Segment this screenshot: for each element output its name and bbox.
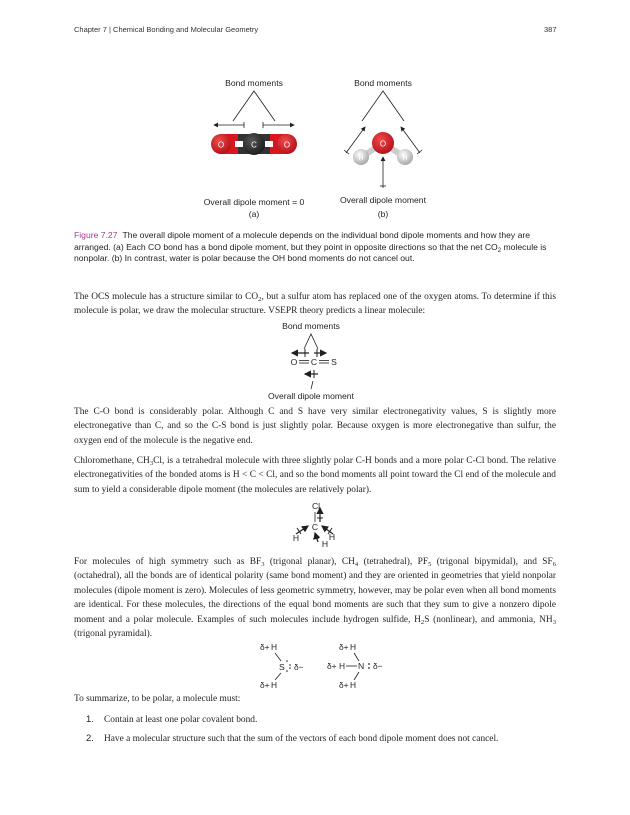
list-number: 1. <box>86 713 94 724</box>
chloromethane-diagram <box>0 496 630 552</box>
bond-moments-label: Bond moments <box>282 321 340 331</box>
page-number: 387 <box>544 25 557 34</box>
delta-plus-label: δ+ <box>339 680 349 690</box>
text: , but a sulfur atom has replaced one of the oxygen atoms. To determine if this molecule is polar, we draw the molecular structure. VSEPR theory predicts a linear molecule: <box>74 292 557 317</box>
nh3-diagram <box>327 642 383 690</box>
atom-label-o: O <box>379 139 387 149</box>
atom-label-o: O <box>217 140 225 150</box>
list-text: Have a molecular structure such that the sum of the vectors of each bond dipole moment does not cancel. <box>104 734 499 744</box>
paragraph-symmetry <box>74 555 556 641</box>
atom-label-c: C <box>251 140 257 150</box>
overall-dipole-label-a: Overall dipole moment = 0 <box>203 197 305 207</box>
text: (tetrahedral), PF <box>358 557 429 567</box>
subscript: 4 <box>354 561 359 568</box>
text: (octahedral), all the bonds are of identical polarity (same bond moment) and they are oriented in geometries that yield nonpolar molecules (dipole moment is zero). Molecules of less geometric symmetry, however, may be polar even when all bond moments are identical. For these molecules, the directions of the equal bond moments are such that they sum to give a nonzero dipole moment and a polar molecule. Examples of such molecules include hydrogen sulfide, H <box>74 571 556 625</box>
subscript: 3 <box>149 460 154 467</box>
atom-label-h: H <box>339 661 346 671</box>
subscript: 3 <box>261 561 265 568</box>
atom-label-n: N <box>358 661 365 671</box>
atom-label-h: H <box>358 155 364 162</box>
list-number: 2. <box>86 732 94 743</box>
panel-letter-a: (a) <box>248 209 260 219</box>
atom-label-c: C <box>310 357 318 367</box>
paragraph-co-bond: The C-O bond is considerably polar. Although C and S have very similar electronegativity values, S is slightly more electronegative than C, and so the C-S bond is just slightly polar. Because oxygen is more electronegative than sulfur, the oxygen end of the molecule is the negative end. <box>74 407 556 446</box>
h2s-diagram <box>260 642 304 690</box>
panel-letter-b: (b) <box>377 209 389 219</box>
delta-minus-label: δ− <box>373 661 383 671</box>
figure-label: Figure 7.27 <box>74 230 118 240</box>
delta-plus-label: δ+ <box>260 642 270 652</box>
atom-label-h: H <box>350 642 357 652</box>
ocs-diagram <box>0 318 630 408</box>
atom-label-cl: Cl <box>311 501 321 511</box>
text: (trigonal planar), CH <box>264 557 355 567</box>
delta-minus-label: δ− <box>294 662 304 672</box>
text: Chloromethane, CH <box>74 456 150 466</box>
paragraph-summary: To summarize, to be polar, a molecule must: <box>74 694 241 704</box>
atom-label-s: S <box>279 662 285 672</box>
overall-dipole-label-b: Overall dipole moment <box>340 195 426 205</box>
subscript: 2 <box>258 296 262 303</box>
atom-label-h: H <box>271 680 278 690</box>
subscript: 2 <box>497 247 502 254</box>
subscript: 6 <box>552 561 557 568</box>
atom-label-o: O <box>290 357 298 367</box>
text: The OCS molecule has a structure similar to CO <box>74 292 259 302</box>
delta-plus-label: δ+ <box>327 661 337 671</box>
ch-dipole-arrow-bottom <box>315 533 318 542</box>
bond-moments-pointer-b <box>362 91 404 121</box>
subscript: 3 <box>552 618 556 626</box>
text: For molecules of high symmetry such as BF <box>74 557 262 567</box>
atom-label-o: O <box>283 140 291 150</box>
delta-plus-label: δ+ <box>260 680 270 690</box>
atom-label-h: H <box>321 539 329 549</box>
text: Cl, is a tetrahedral molecule with three slightly polar C-H bonds and a more polar C-Cl bond. The relative electronegativities of the bonded atoms is H < C < Cl, and so the bond moments all point toward the Cl end of the molecule and sum to yield a considerable dipole moment (the molecules are relatively polar). <box>74 456 556 495</box>
caption-text: molecule is nonpolar. (b) In contrast, water is polar because the OH bond moments do not cancel out. <box>74 241 547 264</box>
bond-moments-label-a: Bond moments <box>225 78 283 88</box>
requirements-list-item <box>86 732 498 744</box>
co2-panel <box>204 78 305 219</box>
atom-label-s: S <box>331 357 337 367</box>
atom-label-h: H <box>402 155 408 162</box>
list-text: Contain at least one polar covalent bond. <box>104 715 258 725</box>
h2o-panel <box>340 78 427 219</box>
caption-text: The overall dipole moment of a molecule depends on the individual bond dipole moments and how they are arranged. (a) Each CO bond has a bond dipole moment, but they point in opposite directions so that the net CO <box>74 230 530 252</box>
atom-label-c: C <box>311 522 319 532</box>
subscript: 5 <box>428 561 432 568</box>
bond-moments-pointer-a <box>233 91 275 121</box>
figure-caption <box>74 230 564 265</box>
partial-charge-diagrams <box>0 640 630 692</box>
paragraph-chloromethane <box>74 454 556 497</box>
text: (trigonal bipymidal), and SF <box>431 557 553 567</box>
text: S (nonlinear), and ammonia, NH <box>424 614 553 625</box>
subscript: 2 <box>420 618 425 626</box>
text: (trigonal pyramidal). <box>74 629 153 640</box>
delta-plus-label: δ+ <box>339 642 349 652</box>
atom-label-h: H <box>350 680 357 690</box>
running-header-chapter: Chapter 7 | Chemical Bonding and Molecular Geometry <box>74 25 259 34</box>
overall-dipole-label: Overall dipole moment <box>268 391 354 401</box>
atom-label-h: H <box>328 532 336 542</box>
atom-label-h: H <box>292 533 300 543</box>
bond-moments-label-b: Bond moments <box>354 78 412 88</box>
atom-label-h: H <box>271 642 278 652</box>
figure-7-27 <box>0 0 630 230</box>
requirements-list-item <box>86 713 257 725</box>
paragraph-ocs <box>74 290 556 319</box>
